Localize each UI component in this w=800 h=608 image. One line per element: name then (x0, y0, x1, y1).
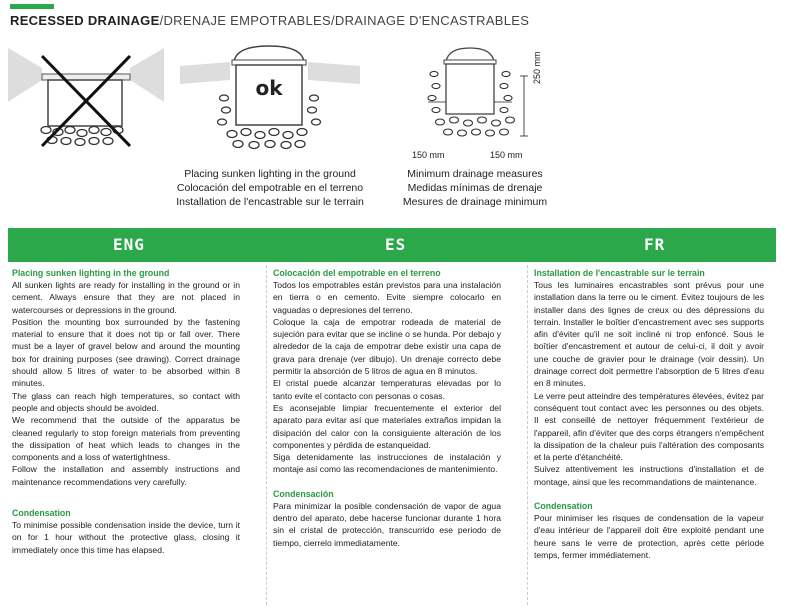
page-title (10, 13, 529, 28)
paragraph: Siga detenidamente las instrucciones de instalación y montaje así como las recomendaciones de mantenimiento. (273, 452, 501, 475)
dim-right: 150 mm (490, 150, 523, 160)
caption-drainage (390, 167, 560, 209)
condensation-heading: Condensation (534, 501, 593, 512)
paragraph: Le verre peut atteindre des températures élevées, évitez par conséquent tout contact avec les personnes ou des objets. Il est conseillé de nettoyer fréquemment l'extérieur de l'appareil, afin d'éviter que des corps étrangers n'empêchent la dissipation de la chaleur puis l'altération des composants et la perte d'étanchéité. (534, 390, 764, 463)
section-heading: Installation de l'encastrable sur le terrain (534, 268, 705, 278)
caption-line: Colocación del empotrable en el terreno (176, 182, 364, 194)
condensation-text: To minimise possible condensation inside the device, turn it on for 1 hour without the protective glass, closing it immediately once this time has elapsed. (12, 520, 240, 555)
column-es (273, 267, 501, 549)
condensation-text: Pour minimiser les risques de condensation de la vapeur d'eau intérieur de l'appareil doit être exploité pendant une heure sans le verre de protection, après cette période temps, fermer immédiatement. (534, 513, 764, 560)
paragraph: Suivez attentivement les instructions d'installation et de montage, ainsi que les recommandations de maintenance. (534, 464, 764, 487)
language-band (8, 228, 776, 262)
condensation-heading: Condensación (273, 488, 334, 499)
paragraph: We recommend that the outside of the apparatus be cleaned regularly to stop foreign materials from preventing the dissipation of heat which leads to changes in the components and a loss of watertightness. (12, 415, 240, 463)
caption-line: Mesures de drainage minimum (402, 196, 548, 208)
lang-eng: ENG (113, 235, 145, 254)
paragraph: Todos los empotrables están previstos para una instalación en tierra o en cemento. Evite siempre colocarlo en vaguadas o depresiones del terreno. (273, 280, 501, 315)
column-eng (12, 267, 240, 556)
section-heading: Placing sunken lighting in the ground (12, 268, 170, 278)
drainage-dimensions-illustration (410, 40, 550, 148)
paragraph: Follow the installation and assembly instructions and maintenance recommendations very carefully. (12, 464, 240, 487)
column-divider (527, 265, 529, 605)
title-bold: RECESSED DRAINAGE (10, 13, 160, 28)
paragraph: The glass can reach high temperatures, so contact with people and objects should be avoided. (12, 390, 240, 413)
title-rest: /DRENAJE EMPOTRABLES/DRAINAGE D'ENCASTRABLES (159, 13, 530, 28)
caption-line: Medidas mínimas de drenaje (407, 182, 543, 194)
paragraph: Position the mounting box surrounded by the fastening material to ensure that it does not tip or fall over. There must be a layer of gravel below and around the mounting box for draining purposes (see drawing). Correct drainage should allow 5 litres of water to be absorbed within 8 minutes. (12, 316, 240, 389)
ok-label: ok (255, 76, 283, 100)
header-accent-bar (10, 4, 54, 9)
paragraph: Coloque la caja de empotrar rodeada de material de sujeción para evitar que se incline o se hunda. Por debajo y alrededor de la caja de empotrar debe existir una capa de grava para drenaje (ver dibujo). Un drenaje correcto debe permitir la absorción de 5 litros de agua en 8 minutos. (273, 316, 501, 377)
condensation-text: Para minimizar la posible condensación de vapor de agua dentro del aparato, debe hacerse funcionar durante 1 hora sin el cristal de protección, transcurrido ese periodo de tiempo, cierrelo immediatamente. (273, 500, 501, 548)
caption-line: Placing sunken lighting in the ground (184, 168, 356, 180)
caption-line: Minimum drainage measures (407, 168, 543, 180)
section-heading: Colocación del empotrable en el terreno (273, 268, 441, 278)
lang-fr: FR (644, 235, 666, 254)
paragraph: El cristal puede alcanzar temperaturas elevadas por lo tanto evite el contacto con personas o cosas. (273, 378, 501, 401)
paragraph: Es aconsejable limpiar frecuentemente el exterior del aparato para evitar así que materiales extraños impidan la disipación del calor con la consiguiente alteración de los componentes y pérdida de estanqueidad. (273, 402, 501, 450)
wrong-install-illustration (8, 40, 164, 152)
caption-line: Installation de l'encastrable sur le terrain (176, 196, 364, 208)
caption-placing (170, 167, 370, 209)
paragraph: Tous les luminaires encastrables sont prévus pour une installation dans la terre ou le ciment. Évitez toujours de les installer dans des lignes de creux ou des dépressions du terrain. Installer le boîtier d'encastrement avec ses supports afin d'éviter qu'il ne soit incliné ni trop enfoncé. Sous le boîtier d'encastrement et autour de celui-ci, il doit y avoir une couche de gravier pour le drainage (voir dessin). Un drainage correct doit permettre l'absorption de 5 litres d'eau en 8 minutes. (534, 280, 764, 389)
column-divider (266, 265, 268, 605)
paragraph: All sunken lights are ready for installing in the ground or in cement. Always ensure that they are not placed in watercourses or depressions in the ground. (12, 280, 240, 315)
dim-left: 150 mm (412, 150, 445, 160)
lang-es: ES (385, 235, 407, 254)
correct-install-illustration (180, 40, 360, 152)
dim-height: 250 mm (532, 51, 542, 84)
column-fr (534, 267, 764, 561)
condensation-heading: Condensation (12, 508, 71, 519)
